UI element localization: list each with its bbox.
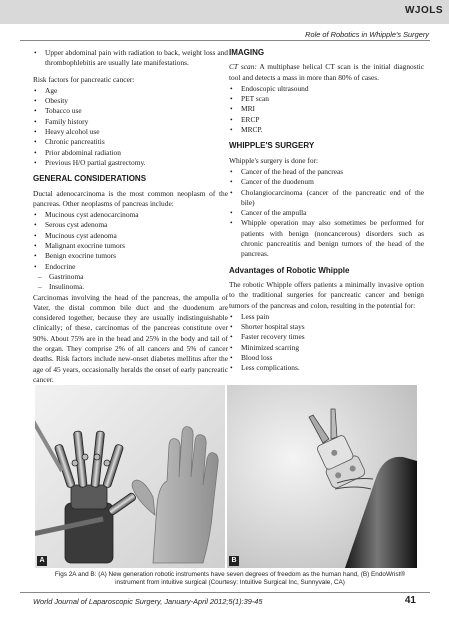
figure-2a-image (35, 385, 225, 568)
list-item: • Shorter hospital stays (229, 322, 424, 332)
list-item: • PET scan (229, 94, 424, 104)
list-item: • Heavy alcohol use (33, 127, 228, 137)
running-title: Role of Robotics in Whipple's Surgery (305, 30, 429, 39)
list-item: • Obesity (33, 96, 228, 106)
list-item: • Mucinous cyst adenocarcinoma (33, 210, 228, 220)
figure-label-a: A (37, 556, 47, 566)
list-item: • Benign exocrine tumors (33, 251, 228, 261)
whipple-heading: WHIPPLE'S SURGERY (229, 141, 315, 151)
header-rule (20, 40, 430, 41)
list-item: • Less complications. (229, 363, 424, 373)
carcinomas-paragraph: Carcinomas involving the head of the pancreas, the ampulla of Vater, the distal common bile duct and the duodenum are considered together, because they are usually indistinguishable clinically; of these, carcinomas of the pancreas constitute over 90%. About 75% are in the head and 25% in the body and tail of the organ. They comprise 2% of all cancers and 5% of cancer deaths. Risk factors include new-onset diabetes mellitus after the age of 45 years, occasionally heralds the onset of early pancreatic cancer. (33, 292, 228, 384)
advantages-heading: Advantages of Robotic Whipple (229, 265, 350, 275)
list-item: • Family history (33, 117, 228, 127)
ct-paragraph (229, 62, 424, 83)
list-item: • Tobacco use (33, 106, 228, 116)
list-item: • MRI (229, 104, 424, 114)
figure-2b-image (227, 385, 417, 568)
list-item: • Endoscopic ultrasound (229, 84, 424, 94)
list-item: • Prior abdominal radiation (33, 148, 228, 158)
endowrist-instrument-illustration (227, 385, 417, 568)
list-item: • Cancer of the ampulla (229, 208, 424, 218)
list-item: • Faster recovery times (229, 332, 424, 342)
journal-tag: WJOLS (404, 5, 443, 16)
list-item: • Chronic pancreatitis (33, 137, 228, 147)
list-item: • Whipple operation may also sometimes be performed for patients with benign (noncancerous) disorders such as chronic pancreatitis and benign tumors of the head of the pancreas. (229, 218, 424, 259)
list-item: • Mucinous cyst adenoma (33, 231, 228, 241)
figure-label-b: B (229, 556, 239, 566)
list-item: • Serous cyst adenoma (33, 220, 228, 230)
page-number: 41 (404, 595, 416, 606)
column-right (229, 48, 424, 374)
list-item: • Age (33, 86, 228, 96)
list-item: • Minimized scarring (229, 343, 424, 353)
general-heading: GENERAL CONSIDERATIONS (33, 174, 147, 184)
list-item: • Malignant exocrine tumors (33, 241, 228, 251)
header-bar (0, 0, 449, 24)
list-item: • MRCP. (229, 125, 424, 135)
imaging-heading: IMAGING (229, 48, 265, 57)
list-subitem: – Gastrinoma (33, 272, 228, 282)
column-left (33, 48, 228, 386)
advantages-intro: The robotic Whipple offers patients a minimally invasive option to the traditional surgeries for pancreatic cancer and benign tumors of the pancreas and colon, resulting in the potential for: (229, 279, 424, 310)
list-item: • Previous H/O partial gastrectomy. (33, 158, 228, 168)
footer-citation: World Journal of Laparoscopic Surgery, January-April 2012;5(1):39-45 (33, 597, 263, 606)
robotic-instruments-illustration (35, 385, 225, 568)
whipple-list (229, 167, 424, 260)
list-item: • Less pain (229, 312, 424, 322)
footer-rule (20, 592, 430, 593)
list-item: • Cancer of the head of the pancreas (229, 167, 424, 177)
list-item: • ERCP (229, 115, 424, 125)
risk-intro: Risk factors for pancreatic cancer: (33, 74, 135, 84)
whipple-intro: Whipple's surgery is done for: (229, 155, 319, 165)
list-item: • Cholangiocarcinoma (cancer of the pancreatic end of the bile) (229, 188, 424, 209)
ct-text: A multiphase helical CT scan is the initial diagnostic tool and detects a mass in more than 80% of cases. (229, 62, 424, 82)
neoplasms-list (33, 210, 228, 292)
list-item: • Upper abdominal pain with radiation to back, weight loss and thrombophlebitis are usually late manifestations. (33, 48, 228, 69)
list-item: • Endocrine (33, 262, 228, 272)
risk-factors-list (33, 86, 228, 168)
general-intro: Ductal adenocarcinoma is the most common neoplasm of the pancreas. Other neoplasms of pancreas include: (33, 188, 228, 208)
list-item: • Cancer of the duodenum (229, 177, 424, 187)
advantages-list (229, 312, 424, 374)
bullets-top (33, 48, 228, 69)
ct-label: CT scan: (229, 62, 257, 72)
list-subitem: – Insulinoma. (33, 282, 228, 292)
figure-caption: Figs 2A and B: (A) New generation robotic instruments have seven degrees of freedom as the human hand, (B) EndoWrist® instrument from intuitive surgical (Courtesy: Intuitive Surgical Inc, Sunnyvale, CA) (54, 571, 406, 587)
imaging-list (229, 84, 424, 135)
list-item: • Blood loss (229, 353, 424, 363)
